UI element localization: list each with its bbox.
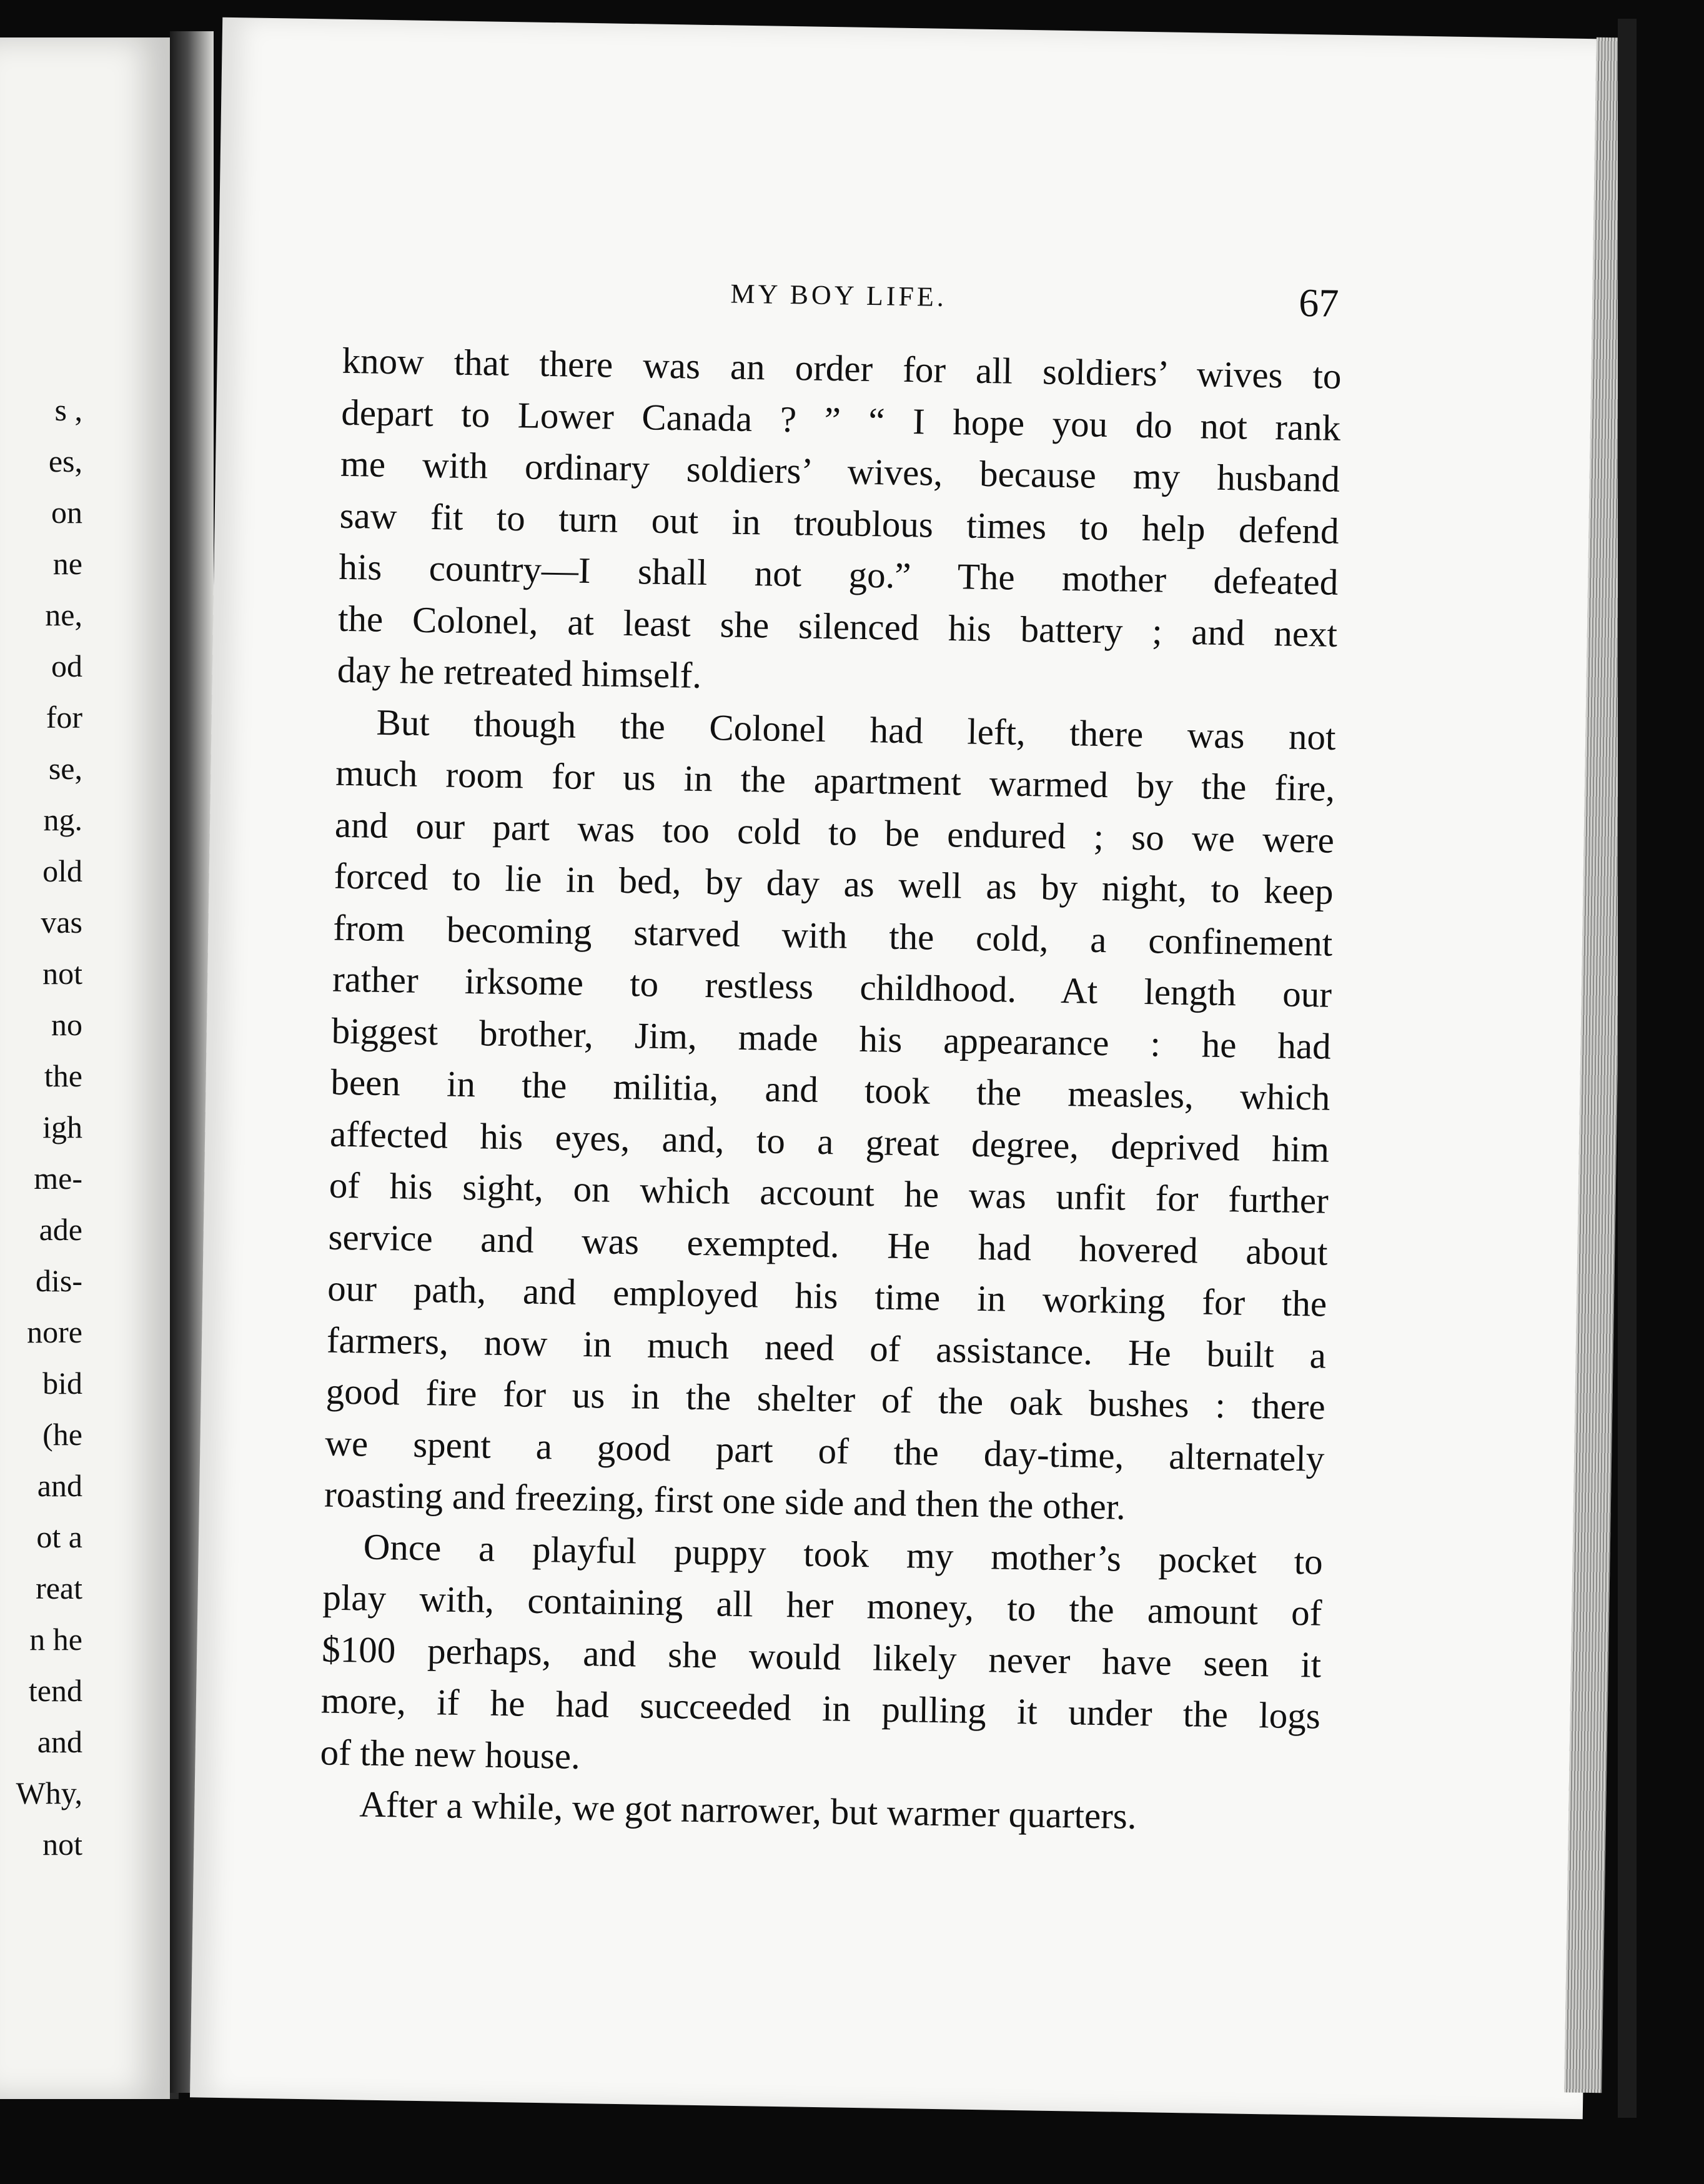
text-line: been in the militia, and took the measles, which bbox=[330, 1061, 1330, 1118]
text-line: of the new house. bbox=[320, 1730, 581, 1777]
left-fragment-line: the bbox=[44, 1058, 82, 1093]
body-text bbox=[319, 335, 1342, 1845]
text-line: day he retreated himself. bbox=[337, 648, 702, 696]
left-fragment-line: igh bbox=[42, 1109, 82, 1144]
left-fragment-line: no bbox=[51, 1007, 82, 1042]
left-fragment-line: es, bbox=[48, 444, 82, 479]
left-fragment-line: vas bbox=[41, 905, 82, 940]
left-fragment-line: reat bbox=[36, 1571, 82, 1606]
text-line: But though the Colonel had left, there was not bbox=[376, 701, 1336, 758]
text-line: After a while, we got narrower, but warmer quarters. bbox=[359, 1783, 1137, 1837]
text-line: our path, and employed his time in working for the bbox=[327, 1267, 1327, 1324]
left-fragment-line: se, bbox=[48, 751, 82, 786]
text-line: we spent a good part of the day-time, alternately bbox=[324, 1422, 1325, 1479]
left-fragment-line: for bbox=[46, 700, 82, 735]
left-fragment-line: s , bbox=[54, 392, 82, 427]
left-fragment-line: od bbox=[51, 648, 82, 683]
text-line: more, if he had succeeded in pulling it under the logs bbox=[320, 1679, 1321, 1737]
left-fragment-line: tend bbox=[28, 1673, 82, 1708]
page-number: 67 bbox=[1298, 280, 1339, 325]
text-line: forced to lie in bed, by day as well as by night, to keep bbox=[334, 855, 1334, 912]
left-fragment-line: ot a bbox=[36, 1519, 82, 1554]
left-fragment-line: not bbox=[42, 956, 82, 991]
left-fragment-line: old bbox=[42, 853, 82, 888]
left-fragment-line: ne bbox=[52, 546, 82, 581]
left-fragment-line: dis- bbox=[36, 1263, 82, 1298]
left-fragment-line: nore bbox=[27, 1314, 82, 1349]
text-line: affected his eyes, and, to a great degree, deprived him bbox=[329, 1113, 1330, 1170]
left-fragment-line: ne, bbox=[45, 597, 82, 632]
text-line: from becoming starved with the cold, a confinement bbox=[332, 906, 1333, 964]
left-facing-page bbox=[0, 37, 179, 2099]
left-fragment-line: me- bbox=[34, 1161, 82, 1196]
text-line: know that there was an order for all soldiers’ wives to bbox=[342, 339, 1342, 397]
left-fragment-line: Why, bbox=[16, 1775, 82, 1810]
text-line: rather irksome to restless childhood. At length our bbox=[332, 958, 1332, 1015]
text-line: depart to Lower Canada ? ” “ I hope you do not rank bbox=[340, 391, 1341, 449]
text-line: saw fit to turn out in troublous times to help defend bbox=[339, 494, 1340, 552]
text-line: much room for us in the apartment warmed by the fire, bbox=[335, 752, 1335, 809]
text-line: of his sight, on which account he was unfit for further bbox=[329, 1164, 1329, 1221]
left-fragment-line: and bbox=[37, 1468, 82, 1503]
text-line: his country—I shall not go.” The mother defeated bbox=[338, 545, 1339, 603]
text-line: $100 perhaps, and she would likely never have seen it bbox=[321, 1628, 1322, 1685]
left-fragment-line: ng. bbox=[43, 802, 82, 837]
text-line: Once a playful puppy took my mother’s pocket to bbox=[363, 1526, 1324, 1582]
text-line: play with, containing all her money, to the amount of bbox=[322, 1576, 1322, 1634]
text-line: roasting and freezing, first one side and then the other. bbox=[324, 1473, 1126, 1527]
left-fragment-line: n he bbox=[29, 1622, 82, 1657]
text-line: the Colonel, at least she silenced his battery ; and next bbox=[337, 597, 1338, 655]
left-fragment-line: bid bbox=[42, 1366, 82, 1401]
running-title: MY BOY LIFE. bbox=[730, 278, 948, 312]
text-line: service and was exempted. He had hovered about bbox=[328, 1216, 1328, 1273]
book-cover-edge bbox=[1618, 19, 1637, 2118]
left-fragment-line: and bbox=[37, 1724, 82, 1759]
text-line: and our part was too cold to be endured ; so we were bbox=[334, 803, 1335, 861]
left-fragment-line: on bbox=[51, 495, 82, 530]
text-line: biggest brother, Jim, made his appearance : he had bbox=[331, 1010, 1332, 1067]
text-line: good fire for us in the shelter of the oak bushes : there bbox=[325, 1370, 1326, 1427]
left-fragment-line: not bbox=[42, 1827, 82, 1862]
running-head bbox=[218, 261, 1612, 333]
left-fragment-line: (he bbox=[42, 1417, 82, 1452]
right-page bbox=[190, 17, 1615, 2120]
text-line: farmers, now in much need of assistance. He built a bbox=[326, 1319, 1327, 1376]
text-line: me with ordinary soldiers’ wives, because my husband bbox=[340, 442, 1340, 500]
left-fragment-line: ade bbox=[39, 1212, 82, 1247]
left-page-text-fragments bbox=[0, 384, 82, 1870]
